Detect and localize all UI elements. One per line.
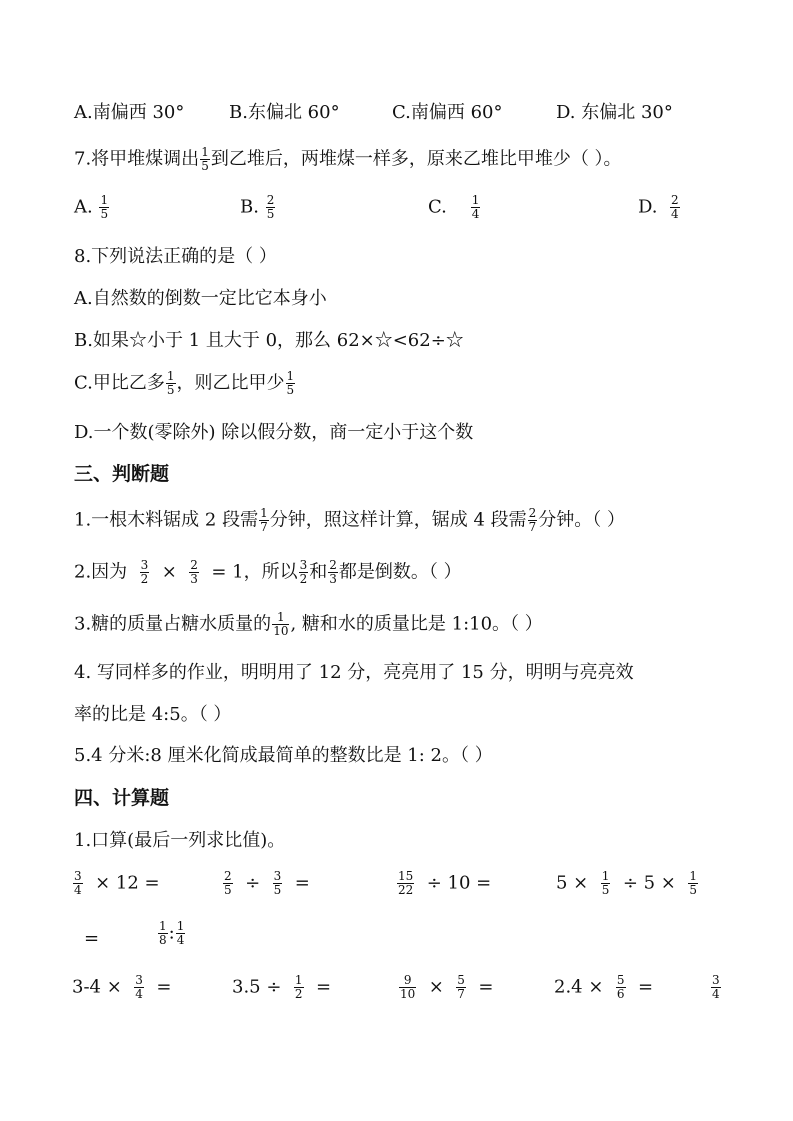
- q8-option-c: C.甲比乙多 $\frac{1}{5}$ ，则乙比甲少 $\frac{1}{5}$: [74, 369, 295, 397]
- q7-option-c: C. $\frac{1}{4}$: [428, 193, 480, 221]
- q7-option-b: B. $\frac{2}{5}$: [240, 193, 275, 221]
- q7-text-pre: 7.将甲堆煤调出: [74, 148, 200, 170]
- calc-r1-b: $\frac{2}{5}$ ÷ $\frac{3}{5}$ =: [224, 869, 310, 897]
- calc-r3-c: $\frac{9}{10}$ × $\frac{5}{7}$ =: [400, 973, 494, 1001]
- q6-option-d: D. 东偏北 30°: [556, 102, 673, 123]
- calc-r1-d: 5 × $\frac{1}{5}$ ÷ 5 × $\frac{1}{5}$: [556, 869, 697, 897]
- calc-r3-b: 3.5 ÷ $\frac{1}{2}$ =: [232, 973, 332, 1001]
- q7-stem: [74, 146, 733, 173]
- judge-3: 3.糖的质量占糖水质量的 $\frac{1}{10}$ , 糖和水的质量比是 1:10。（ ）: [74, 610, 543, 638]
- calc-r3-a: 3-4 × $\frac{3}{4}$ =: [72, 973, 172, 1001]
- calc-r2-eq: =: [84, 928, 100, 949]
- judge-4-line-2: 率的比是 4:5。（ ）: [74, 704, 232, 725]
- calc-r2-ratio: $\frac{1}{8}$ : $\frac{1}{4}$: [159, 919, 185, 947]
- calc-1-stem: 1.口算(最后一列求比值)。: [74, 830, 286, 851]
- q7-fraction: $\frac{1}{5}$: [201, 145, 209, 173]
- q8-option-b: B.如果☆小于 1 且大于 0，那么 62×☆<62÷☆: [74, 330, 464, 351]
- calc-r3-d: 2.4 × $\frac{5}{6}$ =: [554, 973, 654, 1001]
- q6-option-c: C.南偏西 60°: [392, 102, 503, 123]
- calc-r1-c: $\frac{15}{22}$ ÷ 10 =: [398, 869, 492, 897]
- judge-1: 1.一根木料锯成 2 段需 $\frac{1}{7}$ 分钟，照这样计算，锯成 4 段需 $\frac{2}{7}$ 分钟。（ ）: [74, 506, 625, 534]
- calc-r3-e: $\frac{3}{4}$: [712, 973, 720, 1001]
- judge-4-line-1: 4. 写同样多的作业，明明用了 12 分，亮亮用了 15 分，明明与亮亮效: [74, 662, 634, 683]
- q7-option-a: A. $\frac{1}{5}$: [74, 193, 109, 221]
- calc-r1-a: $\frac{3}{4}$ × 12 =: [74, 869, 160, 897]
- q6-option-b: B.东偏北 60°: [229, 102, 340, 123]
- q8-option-d: D.一个数(零除外) 除以假分数，商一定小于这个数: [74, 422, 474, 443]
- q8-stem: 8.下列说法正确的是（ ）: [74, 246, 277, 267]
- judge-2: 2.因为 $\frac{3}{2}$ × $\frac{2}{3}$ = 1，所以 $\frac{3}{2}$ 和 $\frac{2}{3}$ 都是倒数。（ ）: [74, 558, 462, 586]
- q7-text-post: 到乙堆后，两堆煤一样多，原来乙堆比甲堆少（ ）。: [210, 148, 622, 170]
- section-3-title: 三、判断题: [74, 463, 170, 485]
- judge-5: 5.4 分米:8 厘米化简成最简单的整数比是 1: 2。（ ）: [74, 745, 493, 766]
- section-4-title: 四、计算题: [74, 787, 170, 809]
- q7-option-d: D. $\frac{2}{4}$: [638, 193, 679, 221]
- q8-option-a: A.自然数的倒数一定比它本身小: [74, 288, 327, 309]
- q6-option-a: A.南偏西 30°: [74, 102, 185, 123]
